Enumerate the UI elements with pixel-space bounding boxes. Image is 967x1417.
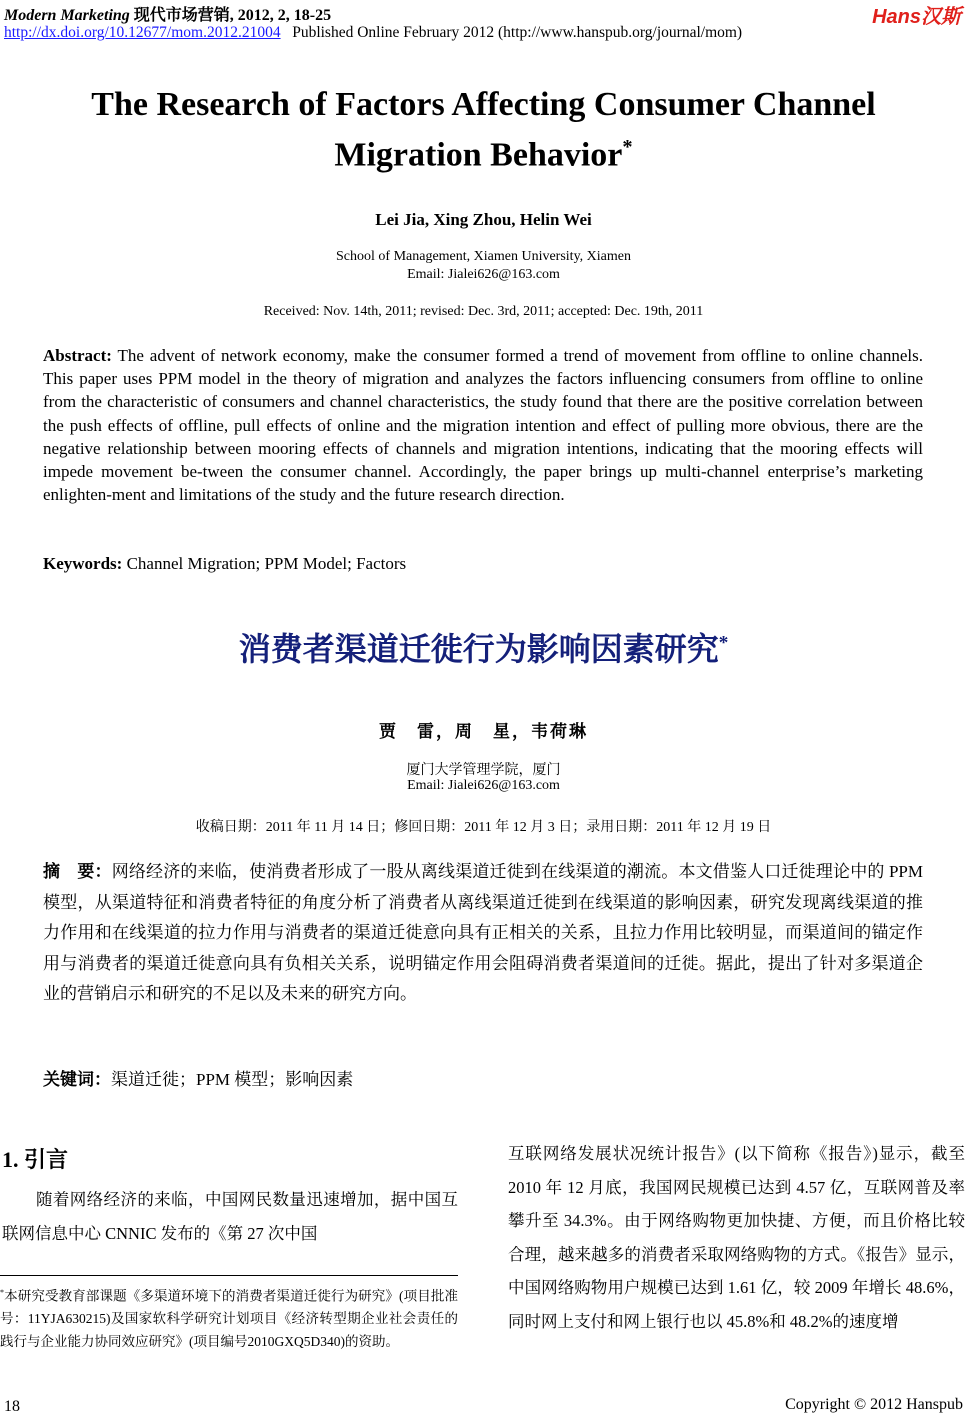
dates: Received: Nov. 14th, 2011; revised: Dec. 3rd, 2011; accepted: Dec. 19th, 2011 (263, 304, 704, 319)
doi-link[interactable]: http://dx.doi.org/10.12677/mom.2012.21004 (4, 24, 281, 41)
abstract: Abstract: The advent of network economy, make the consumer formed a trend of movement from offline to online channels. This paper uses PPM model in the theory of migration and analyzes the factors influencing consumers from offline to online from the characteristic of consumers and channel characteristics, the study found that there are the positive correlation between the push effects of offline, pull effects of online and the migration intention and effect of pulling more obvious, there are the negative relationship between mooring effects of channels and migration intentions, indicating that the mooring effects will impede movement be-tween the consumer channel. Accordingly, the paper brings up multi-channel enterprise’s marketing enlighten-ment and limitations of the study and the future research direction. (43, 346, 923, 505)
chinese-dates: 收稿日期：2011 年 11 月 14 日；修回日期：2011 年 12 月 3 日；录用日期：2011 年 12 月 19 日 (195, 820, 772, 835)
keywords: Keywords: Channel Migration; PPM Model; Factors (43, 554, 407, 573)
chinese-affiliation: 厦门大学管理学院，厦门 (406, 763, 561, 778)
chinese-abstract: 摘 要：网络经济的来临，使消费者形成了一股从离线渠道迁徙到在线渠道的潮流。本文借鉴人口迁徙理论中的 PPM 模型，从渠道特征和消费者特征的角度分析了消费者从离线渠道迁徙到在线渠道的影响因素，研究发现离线渠道的推力作用和在线渠道的拉力作用与消费者的渠道迁徙意向具有正相关的关系，且拉力作用比较明显，而渠道间的锚定作用与消费者的渠道迁徙意向具有负相关关系，说明锚定作用会阻碍消费者渠道间的迁徙。据此，提出了针对多渠道企业的营销启示和研究的不足以及未来的研究方向。 (43, 862, 923, 1003)
chinese-title: 消费者渠道迁徙行为影响因素研究* (238, 631, 729, 667)
right-column-paragraph: 互联网络发展状况统计报告》(以下简称《报告》)显示，截至 2010 年 12 月底，我国网民规模已达到 4.57 亿，互联网普及率攀升至 34.3%。由于网络购物更加快捷、方便，而且价格比较合理，越来越多的消费者采取网络购物的方式。《报告》显示，中国网络购物用户规模已达到 1.61 亿，较 2009 年增长 48.6%，同时网上支付和网上银行也以 45.8%和 48.2%的速度增 (508, 1144, 965, 1331)
left-column-paragraph: 随着网络经济的来临，中国网民数量迅速增加，据中国互联网信息中心 CNNIC 发布的《第 27 次中国 (2, 1190, 458, 1243)
page-number: 18 (4, 1398, 20, 1415)
authors: Lei Jia, Xing Zhou, Helin Wei (375, 210, 592, 229)
copyright: Copyright © 2012 Hanspub (785, 1396, 963, 1413)
chinese-email: Email: Jialei626@163.com (407, 778, 560, 793)
chinese-authors: 贾 雷，周 星，韦荷琳 (379, 722, 588, 741)
email: Email: Jialei626@163.com (407, 267, 560, 282)
affiliation: School of Management, Xiamen University, Xiamen (336, 249, 631, 264)
section-heading: 1. 引言 (2, 1147, 69, 1172)
footnote: *本研究受教育部课题《多渠道环境下的消费者渠道迁徙行为研究》(项目批准号：11YJA630215)及国家软科学研究计划项目《经济转型期企业社会责任的践行与企业能力协同效应研究》(项目编号2010GXQ5D340)的资助。 (0, 1275, 458, 1353)
chinese-keywords: 关键词：渠道迁徙；PPM 模型；影响因素 (43, 1070, 354, 1089)
paper-title: The Research of Factors Affecting Consumer Channel Migration Behavior* (91, 86, 876, 174)
doi-line: http://dx.doi.org/10.12677/mom.2012.21004 Published Online February 2012 (http://www.hanspub.org/journal/mom) (4, 24, 743, 41)
publisher-logo: Hans汉斯 (872, 6, 961, 28)
journal-citation: Modern Marketing 现代市场营销, 2012, 2, 18-25 (4, 7, 332, 24)
